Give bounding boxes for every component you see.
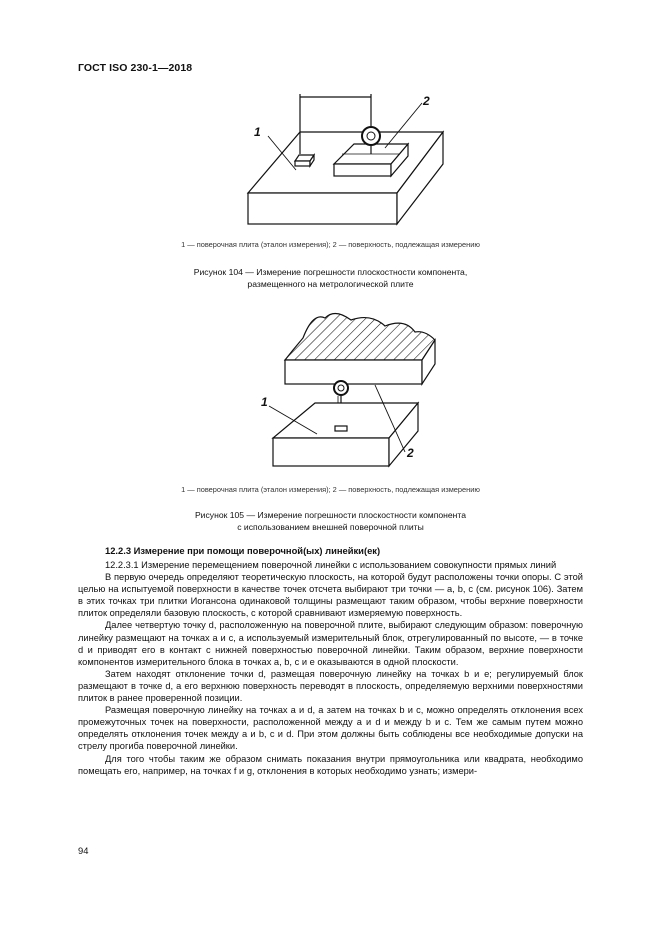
paragraph: В первую очередь определяют теоретическую плоскость, на которой будут расположены точки опоры. С этой целью на испытуемой поверхности в качестве точек отсчета выбирают три точки — a, b, c (см. рисунок 106). Затем в этих точках три плитки Иогансона одинаковой толщины размещают таким образом, чтобы верхние поверхности плиток определяли базовую плоскость, с которой сравнивают измеряемую поверхность. [78, 572, 583, 619]
figure-104-caption-line2: размещенного на метрологической плите [247, 279, 414, 289]
figure-104-legend: 1 — поверочная плита (эталон измерения); 2 — поверхность, подлежащая измерению [181, 240, 480, 249]
figure-105-caption-line2: с использованием внешней поверочной плиты [237, 522, 424, 532]
figure-104-caption-line1: Рисунок 104 — Измерение погрешности плоскостности компонента, [193, 267, 468, 277]
paragraph: Для того чтобы таким же образом снимать показания внутри прямоугольника или квадрата, необходимо помещать его, например, на точках f и g, отклонения в которых необходимо узнать; измери- [78, 753, 583, 776]
fig105-label-2: 2 [407, 446, 414, 460]
body-text [78, 559, 583, 777]
figure-105-drawing [255, 310, 455, 470]
fig104-label-2: 2 [423, 94, 430, 108]
fig105-label-1: 1 [261, 395, 268, 409]
section-heading: 12.2.3 Измерение при помощи поверочной(ых) линейки(ек) [105, 545, 381, 556]
paragraph: Затем находят отклонение точки d, размещая поверочную линейку на точках b и e; регулируемый блок размещают в точке d, а его верхнюю поверхность переводят в плоскость, определяемую верхними поверхностями плиток в ранее проверенной позиции. [78, 668, 583, 704]
paragraph: Размещая поверочную линейку на точках a и d, а затем на точках b и c, можно определять отклонения всех промежуточных точек на поверхности, расположенной между a и d и между b и c. Тем же самым путем можно определять отклонения точек между a и b, c и d. При этом должны быть соблюдены все необходимые допуски на стрелу прогиба поверочной линейки. [78, 705, 583, 752]
paragraph: 12.2.3.1 Измерение перемещением поверочной линейки с использованием совокупности прямых линий [105, 560, 557, 570]
fig104-label-1: 1 [254, 125, 261, 139]
figure-105-caption-line1: Рисунок 105 — Измерение погрешности плоскостности компонента [194, 510, 467, 520]
document-header: ГОСТ ISO 230-1—2018 [78, 62, 193, 74]
page-number: 94 [78, 845, 89, 856]
figure-105-legend: 1 — поверочная плита (эталон измерения); 2 — поверхность, подлежащая измерению [181, 485, 480, 494]
figure-104-drawing [230, 88, 460, 233]
paragraph: Далее четвертую точку d, расположенную на поверочной плите, выбирают следующим образом: поверочную линейку размещают на точках a и c, а используемый измерительный блок, отрегулированный по высоте, — в точке d и приводят его в контакт с нижней поверхностью поверочной линейки. Таким образом, верхние поверхности компонентов измерительного блока в точках a, b, c и e оказываются в одной плоскости. [78, 620, 583, 667]
